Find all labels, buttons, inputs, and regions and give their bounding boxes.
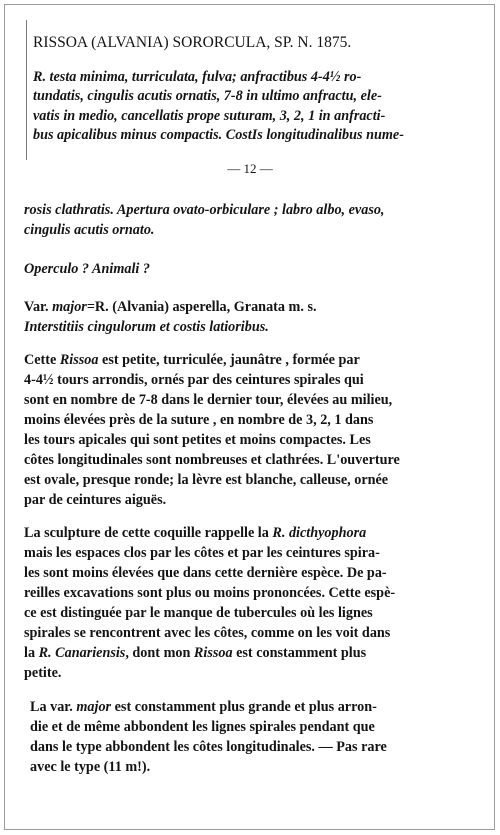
variety-block [24,297,494,337]
para-line: les sont moins élevées que dans cette dernière espèce. De pa- [24,565,387,581]
latin-line: R. testa minima, turriculata, fulva; anfractibus 4-4½ ro- [33,69,362,85]
variety-line [24,297,494,317]
paragraph-2 [24,523,494,683]
text-run: , dont mon [125,645,194,661]
para-line: ce est distinguée par le manque de tubercules où les lignes [24,605,373,621]
latin-continued [24,201,494,240]
para-line: die et de même abbondent les lignes spirales pendant que [30,719,375,735]
latin-line: bus apicalibus minus compactis. CostIs longitudinalibus nume- [33,126,404,143]
species-name: R. Canariensis [38,645,126,661]
genus-name: Rissoa [59,352,99,368]
para-line: mais les espaces clos par les côtes et par les ceintures spira- [24,545,380,561]
text-run: est petite, turriculée, jaunâtre , formée par [98,352,360,368]
page-number: — 12 — [227,161,273,176]
latin-line: tundatis, cingulis acutis ornatis, 7-8 in ultimo anfractu, ele- [33,88,382,105]
para-line: dans le type abbondent les côtes longitudinales. — Pas rare [30,739,387,755]
text-run: est constamment plus [232,645,367,661]
variety-note: Interstitiis cingulorum et costis latioribus. [24,319,269,335]
para-line [24,643,494,663]
para-line [30,697,500,717]
latin-line: cingulis acutis ornato. [24,221,155,238]
para-line: moins élevées près de la suture , en nombre de 3, 2, 1 dans [24,412,374,428]
variety-prefix: Var. [24,299,53,315]
paragraph-1 [24,350,494,510]
variety-major: major [76,699,112,715]
variety-author: , Granata m. s. [226,299,317,315]
text-run: La var. [30,699,77,715]
para-line: sont en nombre de 7-8 dans le dernier tour, élevées au milieu, [24,392,393,408]
para-line [24,350,494,370]
paragraph-3 [30,697,500,777]
text-run: La sculpture de cette coquille rappelle la [24,525,273,541]
text-run: la [24,645,39,661]
genus-name: Rissoa [193,645,233,661]
species-title: RISSOA (ALVANIA) SORORCULA, SP. N. 1875. [33,34,352,51]
latin-line: rosis clathratis. Apertura ovato-orbiculare ; labro albo, evaso, [24,202,385,218]
para-line: est ovale, presque ronde; la lèvre est blanche, calleuse, ornée [24,472,389,488]
operculo-line: Operculo ? Animali ? [24,261,150,277]
para-line: reilles excavations sont plus ou moins prononcées. Cette espè- [24,585,396,601]
variety-name: =R. (Alvania) asperella [86,299,227,315]
latin-description [33,68,493,145]
latin-line: vatis in medio, cancellatis prope suturam, 3, 2, 1 in anfracti- [33,107,386,124]
para-line [24,523,494,543]
species-name: R. dicthyophora [272,525,367,541]
para-line: par de ceintures aiguës. [24,492,167,508]
text-run: est constamment plus grande et plus arron- [111,699,377,715]
para-line: avec le type (11 m!). [30,759,151,775]
para-line: 4-4½ tours arrondis, ornés par des ceintures spirales qui [24,372,364,388]
para-line: spirales se rencontrent avec les côtes, comme on les voit dans [24,625,391,641]
para-line: côtes longitudinales sont nombreuses et clathrées. L'ouverture [24,452,400,468]
text-run: Cette [24,352,60,368]
para-line: petite. [24,665,62,681]
para-line: les tours apicales qui sont petites et moins compactes. Les [24,432,371,448]
variety-major: major [52,299,87,315]
